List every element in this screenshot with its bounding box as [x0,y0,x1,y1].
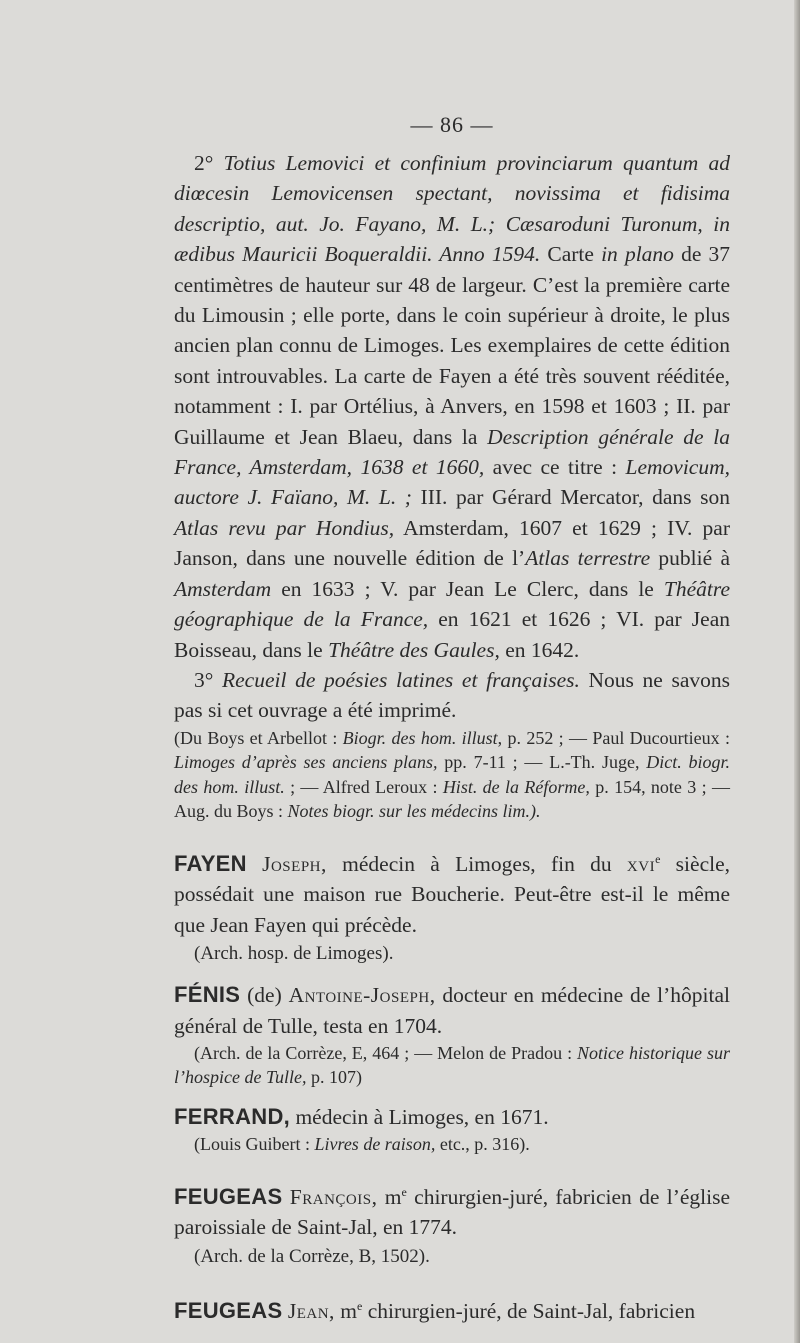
headword: FÉNIS [174,982,241,1008]
source-note: (Arch. de la Corrèze, E, 464 ; — Melon de Pradou : Notice historique sur l’hospice de Tulle, p. 107) [174,1042,730,1088]
entry-feugeas-francois: FEUGEAS François, $m^e$ chirurgien-juré, fabricien de l’église paroissiale de Saint-Jal, en 1774. [174,1183,730,1240]
entry-ferrand: FERRAND, médecin à Limoges, en 1671. [174,1103,549,1129]
item-number: 2° [194,151,214,175]
page-number: — 86 — [410,112,494,137]
entry-fayen: FAYEN Joseph, médecin à Limoges, fin du xvi$^e$ siècle, possédait une maison rue Boucherie. Peut-être est-il le même que Jean Fayen qui précède. [174,850,730,937]
entry-fenis: FÉNIS (de) Antoine-Joseph, docteur en médecine de l’hôpital général de Tulle, testa en 1704. [174,982,730,1038]
page-content [174,112,730,1326]
headword: FAYEN [174,850,247,876]
headword: FEUGEAS [174,1183,283,1209]
source-note: (Louis Guibert : Livres de raison, etc., p. 316). [194,1134,530,1155]
item-number: 3° [194,667,214,692]
source-note: (Arch. de la Corrèze, B, 1502). [194,1245,430,1267]
source-note: (Arch. hosp. de Limoges). [194,943,394,965]
headword: FEUGEAS [174,1297,283,1323]
entry-feugeas-jean: FEUGEAS Jean, $m^e$ chirurgien-juré, de Saint-Jal, fabricien [174,1297,696,1323]
entry-item-3: 3° Recueil de poésies latines et françaises. Nous ne savons pas si cet ouvrage a été imprimé. [174,667,730,723]
work-title: Recueil de poésies latines et françaises. [222,667,580,692]
bibliographic-note: (Du Boys et Arbellot : Biogr. des hom. illust, p. 252 ; — Paul Ducourtieux : Limoges d’après ses anciens plans, pp. 7-11 ; — L.-Th. Juge, Dict. biogr. des hom. illust. ; — Alfred Leroux : Hist. de la Réforme, p. 154, note 3 ; — Aug. du Boys : Notes biogr. sur les médecins lim.). [174,727,730,822]
headword: FERRAND, [174,1103,291,1129]
map-title: Totius Lemovici et confinium provinciarum quantum ad diœcesin Lemovicensen spectant, novissima et fidisima descriptio, aut. Jo. Fayano, M. L.; Cæsaroduni Turonum, in ædibus Mauricii Boqueraldii. Anno 1594. [174,151,730,267]
entry-item-2: 2° Totius Lemovici et confinium provinciarum quantum ad diœcesin Lemovicensen spectant, novissima et fidisima descriptio, aut. Jo. Fayano, M. L.; Cæsaroduni Turonum, in ædibus Mauricii Boqueraldii. Anno 1594. Carte in plano de 37 centimètres de hauteur sur 48 de largeur. C’est la première carte du Limousin ; elle porte, dans le coin supérieur à droite, le plus ancien plan connu de Limoges. Les exemplaires de cette édition sont introuvables. La carte de Fayen a été très souvent rééditée, notamment : I. par Ortélius, à Anvers, en 1598 et 1603 ; II. par Guillaume et Jean Blaeu, dans la Description générale de la France, Amsterdam, 1638 et 1660, avec ce titre : Lemovicum, auctore J. Faïano, M. L. ; III. par Gérard Mercator, dans son Atlas revu par Hondius, Amsterdam, 1607 et 1629 ; IV. par Janson, dans une nouvelle édition de l’Atlas terrestre publié à Amsterdam en 1633 ; V. par Jean Le Clerc, dans le Théâtre géographique de la France, en 1621 et 1626 ; VI. par Jean Boisseau, dans le Théâtre des Gaules, en 1642. [174,151,731,662]
